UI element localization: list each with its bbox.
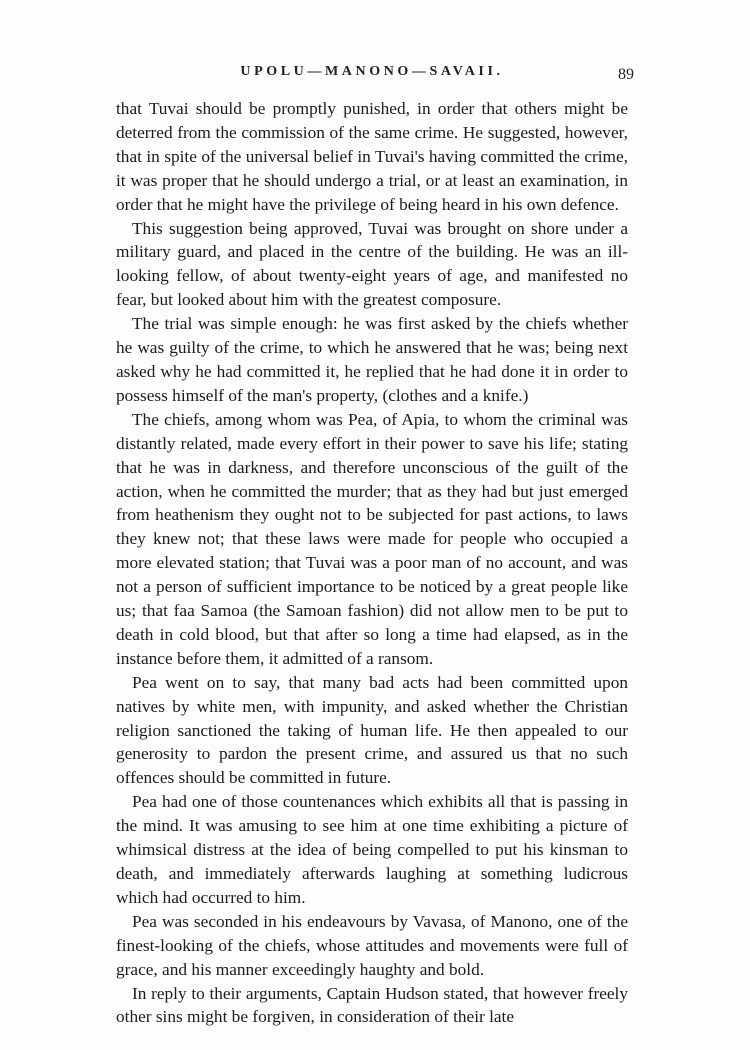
running-head: [116, 64, 634, 88]
paragraph: This suggestion being approved, Tuvai was brought on shore under a military guard, and placed in the centre of the building. He was an ill-looking fellow, of about twenty-eight years of age, and manifested no fear, but looked about him with the greatest composure.: [116, 218, 628, 310]
body-text: [116, 97, 628, 1029]
paragraph: The chiefs, among whom was Pea, of Apia, to whom the criminal was distantly related, made every effort in their power to save his life; stating that he was in darkness, and therefore unconscious of the guilt of the action, when he committed the murder; that as they had but just emerged from heathenism they ought not to be subjected for past actions, to laws they knew not; that these laws were made for people who occupied a more elevated station; that Tuvai was a poor man of no account, and was not a person of sufficient importance to be noticed by a great people like us; that faa Samoa (the Samoan fashion) did not allow men to be put to death in cold blood, but that after so long a time had elapsed, as in the instance before them, it admitted of a ransom.: [116, 409, 628, 668]
paragraph-continued: that Tuvai should be promptly punished, in order that others might be deterred from the commission of the same crime. He suggested, however, that in spite of the universal belief in Tuvai's having committed the crime, it was proper that he should undergo a trial, or at least an examination, in order that he might have the privilege of being heard in his own defence.: [116, 99, 628, 214]
page-number: 89: [618, 66, 634, 83]
paragraph-truncated: In reply to their arguments, Captain Hudson stated, that however freely other sins might be forgiven, in consideration of their late: [116, 983, 628, 1027]
paragraph: Pea had one of those countenances which exhibits all that is passing in the mind. It was amusing to see him at one time exhibiting a picture of whimsical distress at the idea of being compelled to put his kinsman to death, and immediately afterwards laughing at something ludicrous which had occurred to him.: [116, 792, 628, 907]
paragraph: Pea went on to say, that many bad acts had been committed upon natives by white men, with impunity, and asked whether the Christian religion sanctioned the taking of human life. He then appealed to our generosity to pardon the present crime, and assured us that no such offences should be committed in future.: [116, 672, 628, 788]
paragraph: Pea was seconded in his endeavours by Vavasa, of Manono, one of the finest-looking of the chiefs, whose attitudes and movements were full of grace, and his manner exceedingly haughty and bold.: [116, 911, 628, 979]
paragraph: The trial was simple enough: he was first asked by the chiefs whether he was guilty of the crime, to which he answered that he was; being next asked why he had committed it, he replied that he had done it in order to possess himself of the man's property, (clothes and a knife.): [116, 314, 628, 405]
running-title: UPOLU—MANONO—SAVAII.: [240, 64, 504, 79]
